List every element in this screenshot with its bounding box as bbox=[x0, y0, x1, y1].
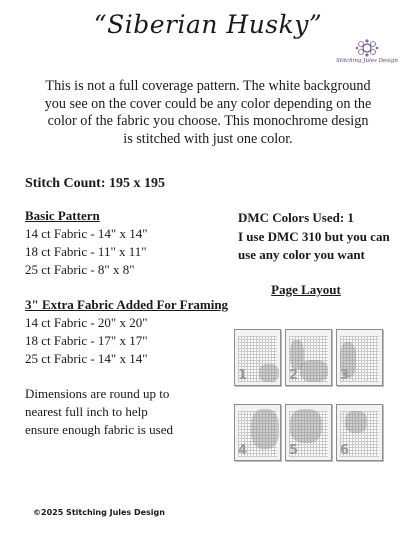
pattern-shading bbox=[290, 409, 322, 443]
intro-line: you see on the cover could be any color depending on the bbox=[44, 95, 372, 112]
copyright-notice: ©2025 Stitching Jules Design bbox=[33, 508, 165, 517]
basic-pattern-item: 25 ct Fabric - 8" x 8" bbox=[25, 262, 135, 277]
page-number: 6 bbox=[340, 443, 350, 458]
dmc-line: use any color you want bbox=[238, 247, 365, 262]
intro-line: is stitched with just one color. bbox=[123, 130, 293, 147]
dmc-line: DMC Colors Used: 1 bbox=[238, 210, 354, 225]
page-number: 3 bbox=[340, 368, 350, 383]
page-number: 1 bbox=[238, 368, 248, 383]
stitch-count: Stitch Count: 195 x 195 bbox=[25, 176, 166, 191]
page-thumbnail bbox=[285, 404, 332, 461]
page-number: 5 bbox=[289, 443, 299, 458]
pattern-shading bbox=[251, 409, 279, 449]
dimensions-line: ensure enough fabric is used bbox=[25, 422, 174, 437]
intro-line: color of the fabric you choose. This monochrome design bbox=[47, 113, 369, 130]
basic-pattern-section bbox=[25, 207, 148, 279]
basic-pattern-item: 14 ct Fabric - 14" x 14" bbox=[25, 226, 148, 241]
pattern-shading bbox=[345, 411, 367, 433]
basic-pattern-item: 18 ct Fabric - 11" x 11" bbox=[25, 244, 147, 259]
extra-fabric-section bbox=[25, 296, 228, 368]
page-thumbnail bbox=[234, 404, 281, 461]
page-number: 2 bbox=[289, 368, 299, 383]
page-layout-heading: Page Layout bbox=[271, 282, 341, 297]
pattern-shading bbox=[300, 360, 328, 382]
extra-fabric-item: 14 ct Fabric - 20" x 20" bbox=[25, 315, 148, 330]
brand-logo bbox=[330, 38, 404, 70]
page-layout-thumbnails bbox=[232, 327, 382, 470]
extra-fabric-item: 25 ct Fabric - 14" x 14" bbox=[25, 351, 148, 366]
pattern-shading bbox=[259, 364, 279, 382]
dmc-colors-section bbox=[238, 209, 408, 265]
flower-monogram-icon bbox=[354, 38, 380, 58]
page-thumbnail bbox=[336, 329, 383, 386]
dimensions-note bbox=[25, 385, 215, 439]
pattern-title: “Siberian Husky” bbox=[93, 10, 323, 39]
extra-fabric-item: 18 ct Fabric - 17" x 17" bbox=[25, 333, 148, 348]
page-thumbnail bbox=[234, 329, 281, 386]
intro-paragraph bbox=[40, 78, 376, 148]
extra-fabric-heading: 3" Extra Fabric Added For Framing bbox=[25, 297, 229, 312]
dimensions-line: nearest full inch to help bbox=[25, 404, 148, 419]
page-number: 4 bbox=[238, 443, 248, 458]
page-thumbnail bbox=[285, 329, 332, 386]
page-thumbnail bbox=[336, 404, 383, 461]
intro-line: This is not a full coverage pattern. The white background bbox=[45, 78, 371, 94]
dmc-line: I use DMC 310 but you can bbox=[238, 228, 390, 244]
basic-pattern-heading: Basic Pattern bbox=[25, 208, 100, 223]
dimensions-line: Dimensions are round up to bbox=[25, 386, 170, 401]
logo-text: Stitching Jules Design bbox=[336, 58, 398, 64]
